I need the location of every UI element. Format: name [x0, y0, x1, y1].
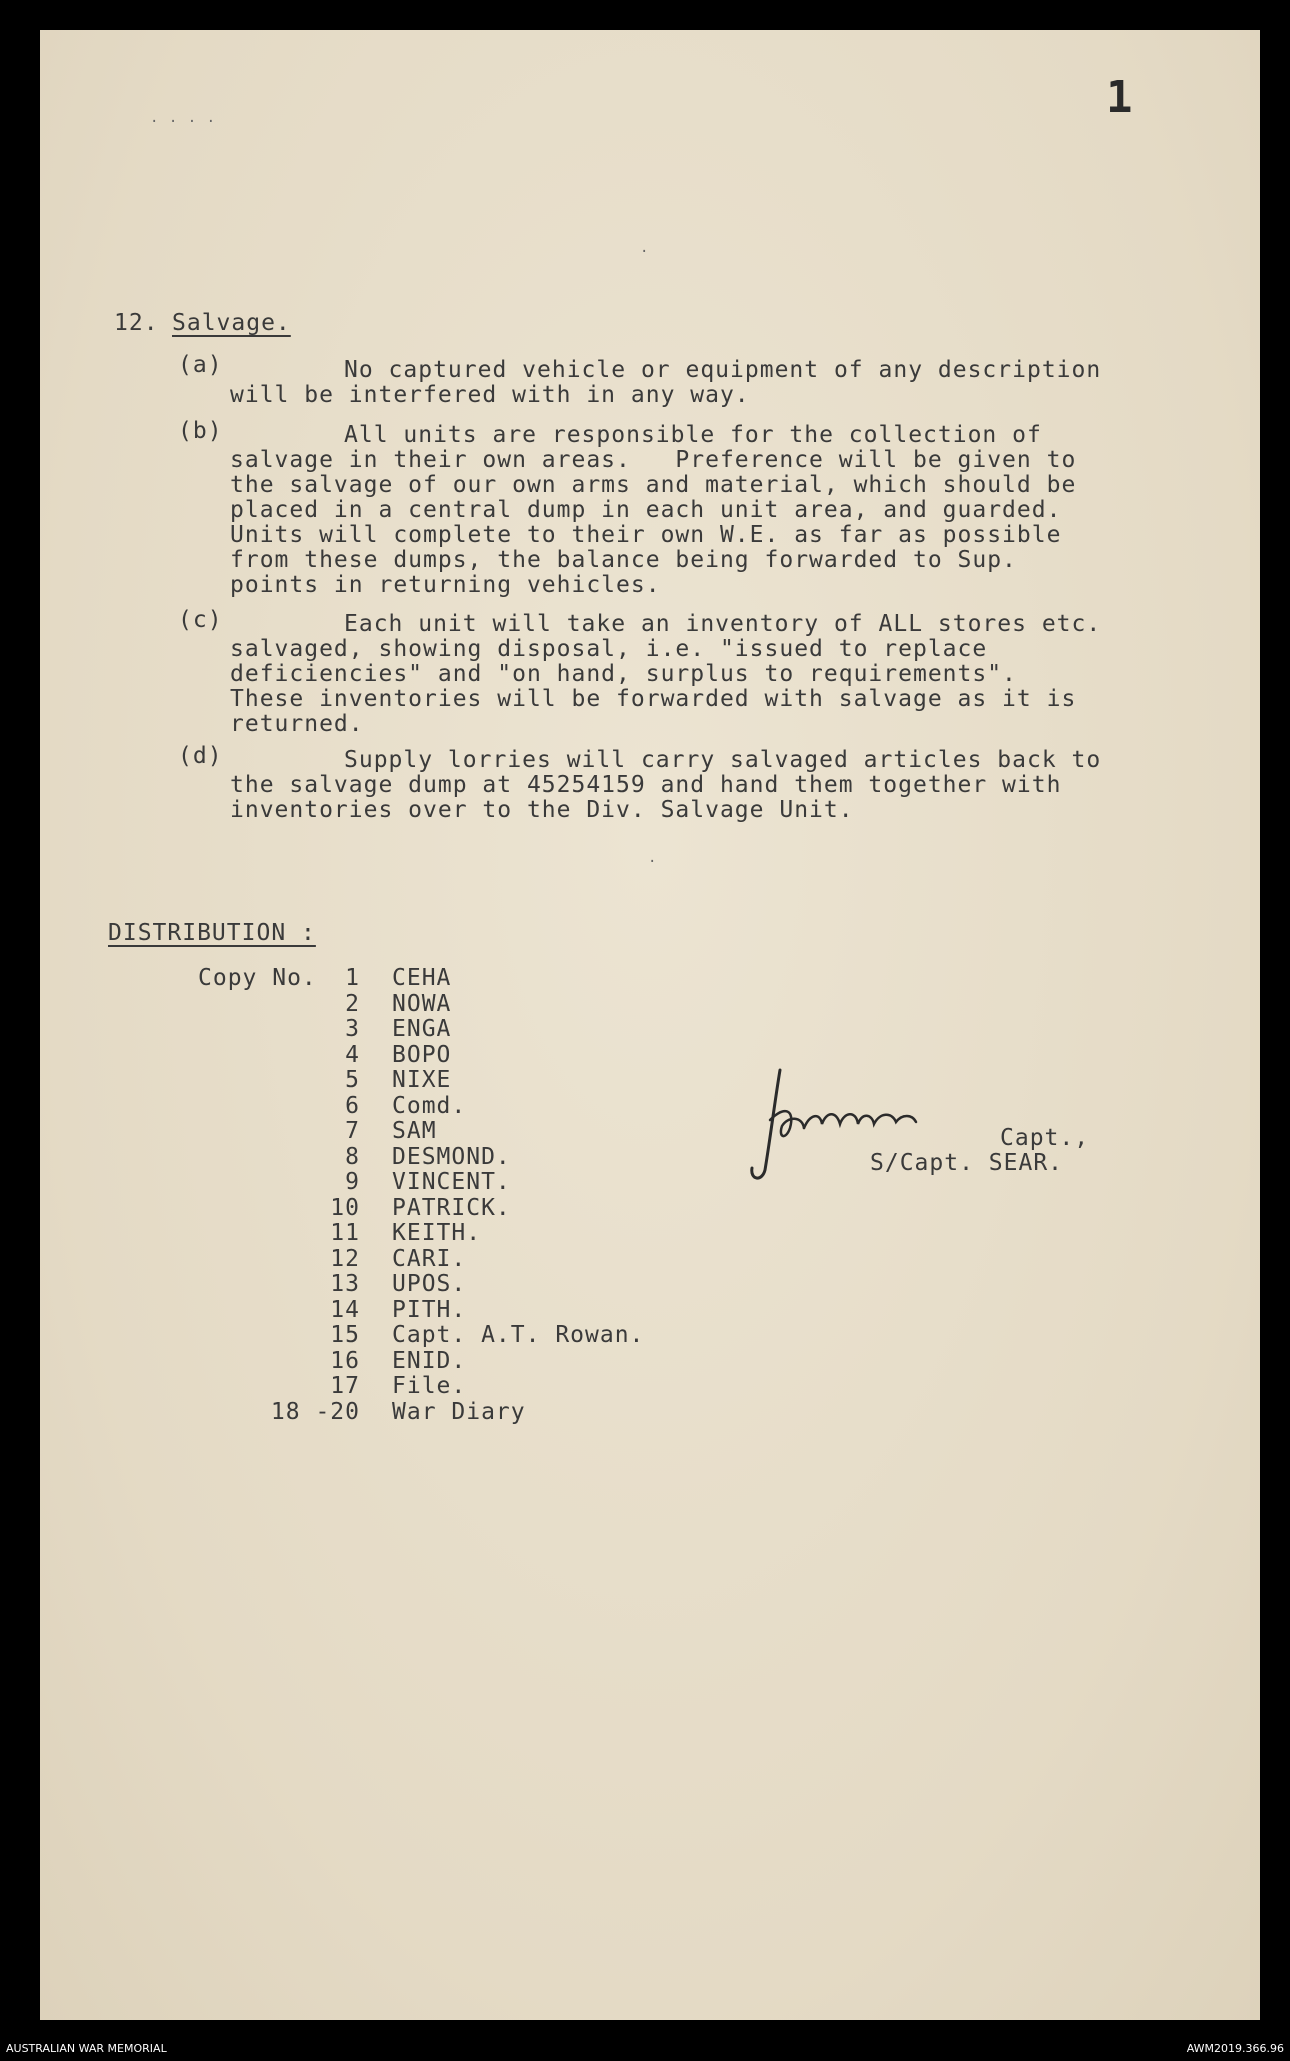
distribution-recipient: ENGA [392, 1016, 452, 1042]
paragraph-b-line: placed in a central dump in each unit area, and guarded. [230, 497, 1062, 523]
paragraph-label-d: (d) [178, 743, 223, 769]
distribution-recipient: PITH. [392, 1296, 467, 1323]
paragraph-a-line: No captured vehicle or equipment of any description [344, 357, 1102, 383]
paragraph-d-line: Supply lorries will carry salvaged articles back to [344, 747, 1102, 773]
paragraph-d-line: the salvage dump at 45254159 and hand them together with [230, 772, 1062, 798]
paragraph-b-line: the salvage of our own arms and material, which should be [230, 472, 1077, 498]
signatory-rank: Capt., [1000, 1125, 1090, 1151]
copy-number: 17 [330, 1373, 360, 1399]
copy-number: 3 [345, 1016, 360, 1042]
section-number: 12. [114, 310, 159, 336]
paragraph-b-line: All units are responsible for the collection of [344, 422, 1042, 448]
copy-number: 16 [330, 1347, 360, 1374]
copy-number: 11 [330, 1220, 360, 1246]
paragraph-label-a: (a) [178, 352, 223, 378]
section-title: Salvage. [172, 310, 291, 336]
copy-number: 4 [345, 1041, 360, 1068]
paragraph-b-line: from these dumps, the balance being forwarded to Sup. [230, 547, 1017, 573]
stray-mark: . . . . [150, 110, 217, 126]
copy-number-label: Copy No. [198, 965, 317, 991]
archive-reference: AWM2019.366.96 [1186, 2042, 1284, 2055]
copy-number: 6 [345, 1092, 360, 1119]
distribution-recipient: CARI. [392, 1245, 467, 1272]
copy-number: 10 [330, 1194, 360, 1221]
paragraph-c-line: deficiencies" and "on hand, surplus to requirements". [230, 661, 1017, 687]
distribution-recipient: NOWA [392, 990, 452, 1017]
document-page [40, 30, 1260, 2020]
stray-mark: . [640, 240, 650, 256]
paragraph-b-line: salvage in their own areas. Preference will be given to [230, 447, 1077, 473]
paragraph-label-b: (b) [178, 418, 223, 444]
copy-number: 12 [330, 1245, 360, 1272]
distribution-recipient: NIXE [392, 1067, 452, 1093]
copy-number: 13 [330, 1271, 360, 1297]
paragraph-d-line: inventories over to the Div. Salvage Unit. [230, 797, 854, 823]
paragraph-c-line: These inventories will be forwarded with salvage as it is [230, 686, 1077, 712]
copy-number: 5 [345, 1067, 360, 1093]
paragraph-b-line: Units will complete to their own W.E. as far as possible [230, 522, 1062, 548]
distribution-recipient: VINCENT. [392, 1169, 511, 1195]
distribution-heading: DISTRIBUTION : [108, 920, 316, 946]
paragraph-c-line: returned. [230, 711, 364, 737]
copy-number: 7 [345, 1118, 360, 1144]
distribution-recipient: BOPO [392, 1041, 452, 1068]
copy-number: 15 [330, 1322, 360, 1348]
copy-number: 9 [345, 1169, 360, 1195]
copy-number: 8 [345, 1143, 360, 1170]
paragraph-a-line: will be interfered with in any way. [230, 382, 750, 408]
distribution-recipient: UPOS. [392, 1271, 467, 1297]
stray-mark: . [648, 850, 658, 866]
paragraph-label-c: (c) [178, 607, 223, 633]
distribution-recipient: Comd. [392, 1092, 467, 1119]
paragraph-b-line: points in returning vehicles. [230, 572, 661, 598]
copy-number: 2 [345, 990, 360, 1017]
distribution-recipient: Capt. A.T. Rowan. [392, 1322, 645, 1348]
paragraph-c-line: salvaged, showing disposal, i.e. "issued to replace [230, 636, 988, 662]
distribution-recipient: War Diary [392, 1398, 526, 1425]
paragraph-c-line: Each unit will take an inventory of ALL stores etc. [344, 611, 1102, 637]
copy-number: 14 [330, 1296, 360, 1323]
distribution-recipient: CEHA [392, 965, 452, 991]
archive-credit: AUSTRALIAN WAR MEMORIAL [6, 2042, 167, 2055]
copy-number: 18 -20 [270, 1398, 360, 1425]
distribution-recipient: PATRICK. [392, 1194, 511, 1221]
page-number: 1 [1106, 72, 1134, 123]
signatory-title: S/Capt. SEAR. [870, 1150, 1064, 1176]
distribution-recipient: DESMOND. [392, 1143, 511, 1170]
copy-number: 1 [345, 965, 360, 991]
distribution-recipient: SAM [392, 1118, 437, 1144]
distribution-recipient: ENID. [392, 1347, 467, 1374]
distribution-recipient: File. [392, 1373, 467, 1399]
distribution-recipient: KEITH. [392, 1220, 482, 1246]
